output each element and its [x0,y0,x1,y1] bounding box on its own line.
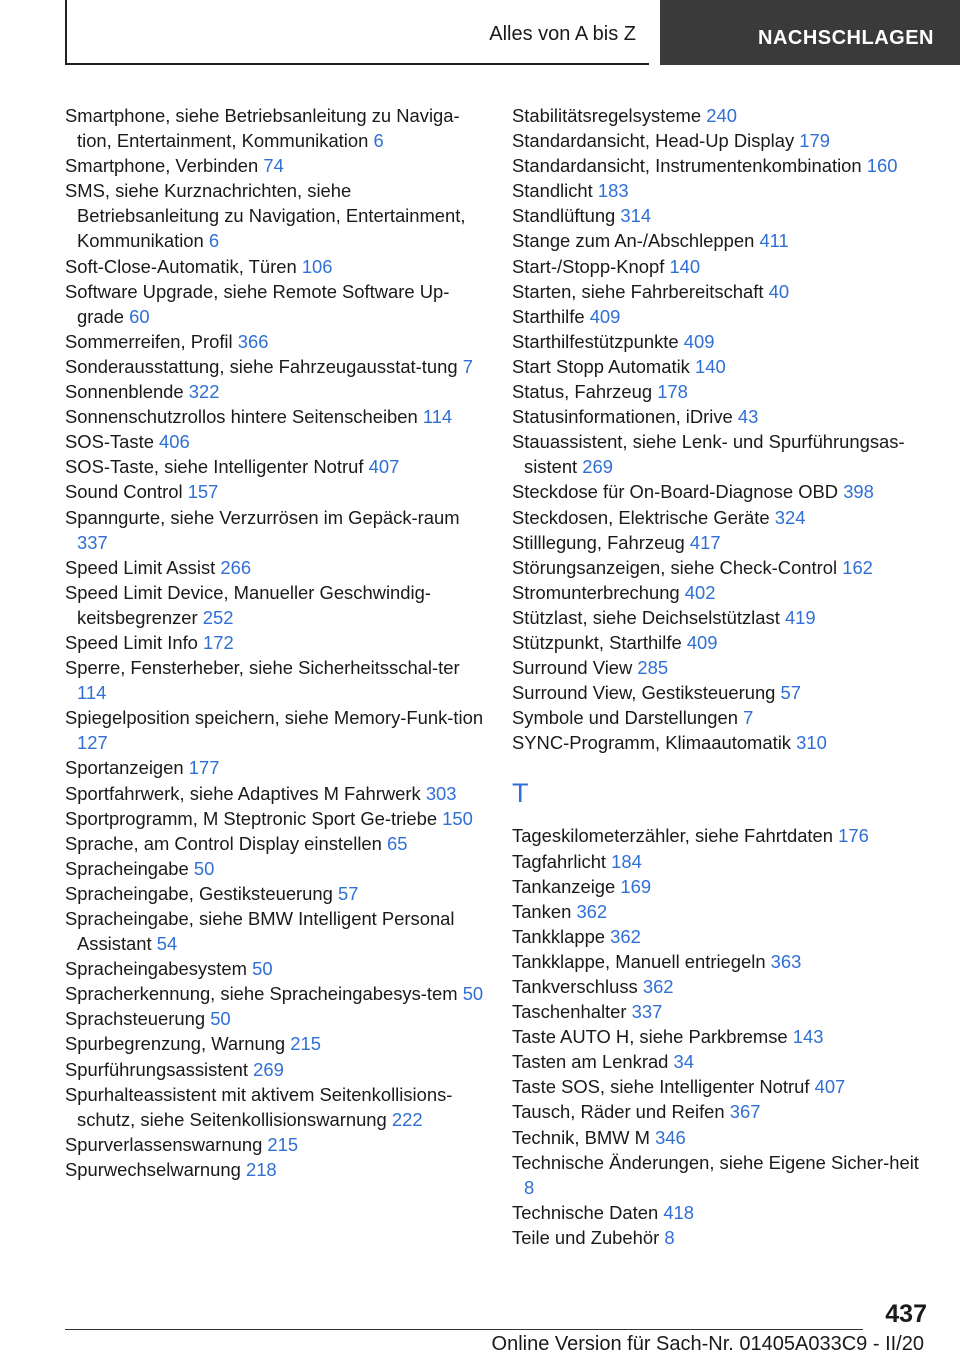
index-entry [512,680,932,705]
index-entry [512,304,932,329]
entry-term: Standardansicht, Instrumentenkombination [512,155,862,177]
index-entry [512,354,932,379]
entry-page-link[interactable]: 7 [462,355,473,377]
entry-term: Starthilfe [512,305,585,327]
section-title: Alles von A bis Z [489,23,636,45]
entry-page-link[interactable]: 310 [796,732,827,754]
entry-term: Software Upgrade, siehe Remote Software Up-grade [65,280,450,327]
entry-term: Störungsanzeigen, siehe Check-Control [512,556,838,578]
index-entry [512,605,932,630]
entry-term: Sperre, Fensterheber, siehe Sicherheitsschal-ter [65,657,460,679]
index-entry [65,705,490,755]
index-entry [512,974,932,999]
index-group-t [512,823,932,1250]
index-entry [65,153,490,178]
index-entry [65,454,490,479]
entry-page-link[interactable]: 324 [774,506,806,528]
index-group-s [512,103,932,755]
entry-page-link[interactable]: 162 [842,556,873,578]
index-entry [65,781,490,806]
entry-term: Taschenhalter [512,1001,627,1023]
entry-page-link[interactable]: 74 [263,155,284,177]
entry-page-link[interactable]: 402 [684,581,716,603]
index-entry [512,178,932,203]
entry-page-link[interactable]: 215 [290,1033,321,1055]
entry-term: Technik, BMW M [512,1126,650,1148]
entry-term: Stange zum An-/Abschleppen [512,230,755,252]
entry-term: Sound Control [65,481,183,503]
entry-page-link[interactable]: 157 [187,481,219,503]
index-entry [512,1150,932,1200]
index-entry [65,1006,490,1031]
entry-page-link[interactable]: 172 [203,631,234,653]
index-entry [65,1132,490,1157]
entry-page-link[interactable]: 407 [814,1076,846,1098]
entry-term: Tasten am Lenkrad [512,1051,669,1073]
entry-term: Starthilfestützpunkte [512,330,679,352]
entry-term: Spracheingabe [65,857,189,879]
entry-page-link[interactable]: 266 [220,556,252,578]
entry-term: Stilllegung, Fahrzeug [512,531,685,553]
index-column-right [512,103,932,1250]
entry-page-link[interactable]: 269 [253,1058,284,1080]
index-entry [512,705,932,730]
entry-term: Tagfahrlicht [512,850,607,872]
index-entry [512,379,932,404]
entry-page-link[interactable]: 418 [663,1201,695,1223]
index-entry [512,228,932,253]
entry-page-link[interactable]: 337 [77,531,108,553]
index-entry [512,849,932,874]
entry-term: Taste AUTO H, siehe Parkbremse [512,1026,788,1048]
entry-page-link[interactable]: 417 [689,531,721,553]
index-entry [65,1031,490,1056]
index-entry [512,1049,932,1074]
entry-term: Sportfahrwerk, siehe Adaptives M Fahrwerk [65,782,421,804]
entry-page-link[interactable]: 362 [610,925,641,947]
entry-term: Stützlast, siehe Deichselstützlast [512,606,780,628]
entry-term: SOS-Taste [65,431,154,453]
index-entry [512,555,932,580]
entry-page-link[interactable]: 269 [582,456,613,478]
entry-term: Sprache, am Control Display einstellen [65,832,382,854]
entry-page-link[interactable]: 322 [188,381,220,403]
entry-page-link[interactable]: 6 [208,230,220,252]
index-entry [512,479,932,504]
entry-term: Sonnenblende [65,381,184,403]
entry-term: Spurverlassenswarnung [65,1133,263,1155]
entry-page-link[interactable]: 127 [77,732,108,754]
entry-term: Sonnenschutzrollos hintere Seitenscheiben [65,406,418,428]
entry-term: Speed Limit Info [65,631,198,653]
index-entry [512,630,932,655]
index-entry [65,103,490,153]
index-entry [512,153,932,178]
entry-term: Starten, siehe Fahrbereitschaft [512,280,764,302]
index-entry [65,580,490,630]
index-entry [512,1200,932,1225]
index-entry [512,530,932,555]
entry-term: Soft-Close-Automatik, Türen [65,255,297,277]
entry-term: Spracheingabe, siehe BMW Intelligent Personal Assistant [65,908,455,955]
entry-term: Sommerreifen, Profil [65,330,233,352]
index-entry [65,404,490,429]
entry-page-link[interactable]: 409 [683,330,715,352]
entry-page-link[interactable]: 34 [673,1051,695,1073]
entry-term: Sportanzeigen [65,757,184,779]
index-entry [512,924,932,949]
entry-term: Start Stopp Automatik [512,355,690,377]
entry-page-link[interactable]: 177 [188,757,220,779]
entry-term: SMS, siehe Kurznachrichten, siehe Betriebsanleitung zu Navigation, Entertainment, Kommunikation [65,180,466,252]
entry-page-link[interactable]: 114 [77,682,107,704]
entry-term: Spracheingabe, Gestiksteuerung [65,882,333,904]
index-entry [512,279,932,304]
entry-term: Surround View, Gestiksteuerung [512,682,776,704]
index-entry [65,755,490,780]
entry-page-link[interactable]: 179 [799,130,830,152]
index-entry [512,203,932,228]
entry-page-link[interactable]: 65 [387,832,408,854]
index-entry [65,655,490,705]
header-rule-horizontal [65,63,649,65]
index-entry [512,1024,932,1049]
entry-page-link[interactable]: 169 [620,875,652,897]
entry-page-link[interactable]: 362 [642,976,674,997]
entry-page-link[interactable]: 160 [866,155,898,177]
entry-page-link[interactable]: 183 [597,180,629,202]
entry-term: Taste SOS, siehe Intelligenter Notruf [512,1076,810,1098]
entry-page-link[interactable]: 114 [422,406,453,428]
index-entry [65,254,490,279]
index-entry [65,956,490,981]
entry-term: Speed Limit Device, Manueller Geschwindig-keitsbegrenzer [65,581,431,628]
entry-page-link[interactable]: 57 [337,882,359,904]
section-letter: T [512,778,529,809]
entry-page-link[interactable]: 50 [193,857,215,879]
index-entry [65,354,490,379]
footer-text: Online Version für Sach-Nr. 01405A033C9 - II/20 [491,1333,924,1355]
index-entry [65,479,490,504]
index-entry [65,505,490,555]
entry-term: Spurführungsassistent [65,1058,248,1080]
entry-page-link[interactable]: 419 [784,606,816,628]
entry-page-link[interactable]: 215 [267,1133,299,1155]
index-entry [65,379,490,404]
entry-term: Statusinformationen, iDrive [512,406,733,428]
entry-term: Technische Daten [512,1201,659,1223]
entry-term: Standlicht [512,180,593,202]
entry-page-link[interactable]: 337 [631,1001,663,1023]
index-entry [512,329,932,354]
index-entry [65,1082,490,1132]
entry-term: Tankanzeige [512,875,616,897]
chapter-tab: NACHSCHLAGEN [660,0,960,65]
entry-term: Tageskilometerzähler, siehe Fahrtdaten [512,825,833,847]
entry-term: Speed Limit Assist [65,556,216,578]
index-entry [65,906,490,956]
entry-term: Spracherkennung, siehe Spracheingabesys-tem [65,983,458,1005]
index-entry [65,630,490,655]
index-entry [512,874,932,899]
entry-term: Tankklappe, Manuell entriegeln [512,950,766,972]
entry-page-link[interactable]: 363 [770,950,802,972]
entry-term: Standardansicht, Head-Up Display [512,130,795,152]
entry-term: Stützpunkt, Starthilfe [512,631,682,653]
entry-page-link[interactable]: 178 [657,381,688,403]
page-number: 437 [885,1300,927,1328]
index-entry [512,254,932,279]
entry-page-link[interactable]: 398 [843,481,874,503]
entry-term: Spurbegrenzung, Warnung [65,1033,286,1055]
entry-page-link[interactable]: 314 [620,205,652,227]
index-entry [512,1225,932,1250]
index-column-left [65,103,490,1182]
index-entry [512,404,932,429]
entry-page-link[interactable]: 362 [576,900,608,922]
entry-term: Stromunterbrechung [512,581,680,603]
entry-term: Smartphone, Verbinden [65,155,259,177]
entry-page-link[interactable]: 143 [792,1026,824,1048]
index-entry [65,178,490,253]
entry-page-link[interactable]: 50 [462,983,484,1005]
entry-term: Symbole und Darstellungen [512,707,738,729]
index-entry [65,1057,490,1082]
entry-term: Sportprogramm, M Steptronic Sport Ge-triebe [65,807,438,829]
entry-term: Tankklappe [512,925,606,947]
footer-rule [65,1329,863,1330]
index-entry [512,1125,932,1150]
index-entry [65,881,490,906]
entry-page-link[interactable]: 409 [589,305,621,327]
entry-page-link[interactable]: 60 [129,305,150,327]
entry-page-link[interactable]: 7 [743,707,754,729]
entry-page-link[interactable]: 218 [245,1158,277,1180]
entry-page-link[interactable]: 8 [524,1176,535,1198]
entry-term: Tausch, Räder und Reifen [512,1101,725,1123]
index-entry [512,1099,932,1124]
entry-term: Spracheingabesystem [65,958,247,980]
entry-term: Start-/Stopp-Knopf [512,255,665,277]
entry-page-link[interactable]: 140 [669,255,701,277]
index-entry [65,429,490,454]
index-entry [65,856,490,881]
entry-page-link[interactable]: 222 [391,1108,423,1130]
entry-page-link[interactable]: 407 [368,456,400,478]
entry-term: Sonderausstattung, siehe Fahrzeugausstat-tung [65,355,458,377]
entry-page-link[interactable]: 346 [655,1126,686,1148]
index-entry [65,1157,490,1182]
entry-page-link[interactable]: 8 [664,1226,675,1248]
index-entry [65,981,490,1006]
entry-page-link[interactable]: 285 [637,657,669,679]
entry-page-link[interactable]: 367 [729,1101,761,1123]
index-entry [512,999,932,1024]
entry-term: Spurhalteassistent mit aktivem Seitenkollisions-schutz, siehe Seitenkollisionswarnung [65,1083,453,1130]
entry-term: Stabilitätsregelsysteme [512,105,702,126]
entry-page-link[interactable]: 240 [706,105,737,126]
index-entry [512,899,932,924]
entry-term: Steckdosen, Elektrische Geräte [512,506,770,528]
entry-term: SOS-Taste, siehe Intelligenter Notruf [65,456,364,478]
entry-term: Tanken [512,900,572,922]
index-entry [65,329,490,354]
entry-page-link[interactable]: 43 [737,406,759,428]
entry-page-link[interactable]: 176 [838,825,869,847]
entry-page-link[interactable]: 140 [695,355,726,377]
entry-page-link[interactable]: 366 [237,330,269,352]
entry-page-link[interactable]: 54 [156,933,178,955]
entry-term: Standlüftung [512,205,616,227]
index-entry [512,949,932,974]
index-entry [65,806,490,831]
entry-term: Technische Änderungen, siehe Eigene Sicher-heit [512,1151,919,1173]
entry-term: Spiegelposition speichern, siehe Memory-Funk-tion [65,707,484,729]
index-entry [512,823,932,848]
entry-term: Teile und Zubehör [512,1226,660,1248]
entry-page-link[interactable]: 57 [780,682,802,704]
entry-page-link[interactable]: 106 [301,255,333,277]
entry-page-link[interactable]: 50 [210,1008,231,1030]
index-entry [512,1074,932,1099]
index-entry [512,128,932,153]
entry-term: Tankverschluss [512,976,638,997]
entry-page-link[interactable]: 252 [202,606,234,628]
entry-term: SYNC-Programm, Klimaautomatik [512,732,791,754]
index-entry [512,429,932,479]
entry-page-link[interactable]: 411 [759,230,789,252]
entry-term: Smartphone, siehe Betriebsanleitung zu Naviga-tion, Entertainment, Kommunikation [65,105,460,152]
index-entry [512,505,932,530]
index-entry [512,103,932,128]
index-entry [512,655,932,680]
entry-term: Surround View [512,657,633,679]
entry-term: Steckdose für On-Board-Diagnose OBD [512,481,839,503]
entry-page-link[interactable]: 50 [252,958,273,980]
entry-page-link[interactable]: 6 [373,130,384,152]
entry-page-link[interactable]: 184 [611,850,642,872]
entry-term: Sprachsteuerung [65,1008,206,1030]
index-entry [65,555,490,580]
entry-page-link[interactable]: 303 [425,782,457,804]
header-rule-vertical [65,0,67,64]
entry-page-link[interactable]: 409 [686,631,718,653]
index-entry [512,580,932,605]
index-entry [65,279,490,329]
entry-term: Stauassistent, siehe Lenk- und Spurführungsas-sistent [512,431,905,478]
entry-page-link[interactable]: 150 [442,807,473,829]
entry-page-link[interactable]: 40 [768,280,790,302]
index-entry [65,831,490,856]
entry-page-link[interactable]: 406 [159,431,190,453]
entry-term: Status, Fahrzeug [512,381,653,403]
index-entry [512,730,932,755]
entry-term: Spanngurte, siehe Verzurrösen im Gepäck-raum [65,506,460,528]
entry-term: Spurwechselwarnung [65,1158,241,1180]
